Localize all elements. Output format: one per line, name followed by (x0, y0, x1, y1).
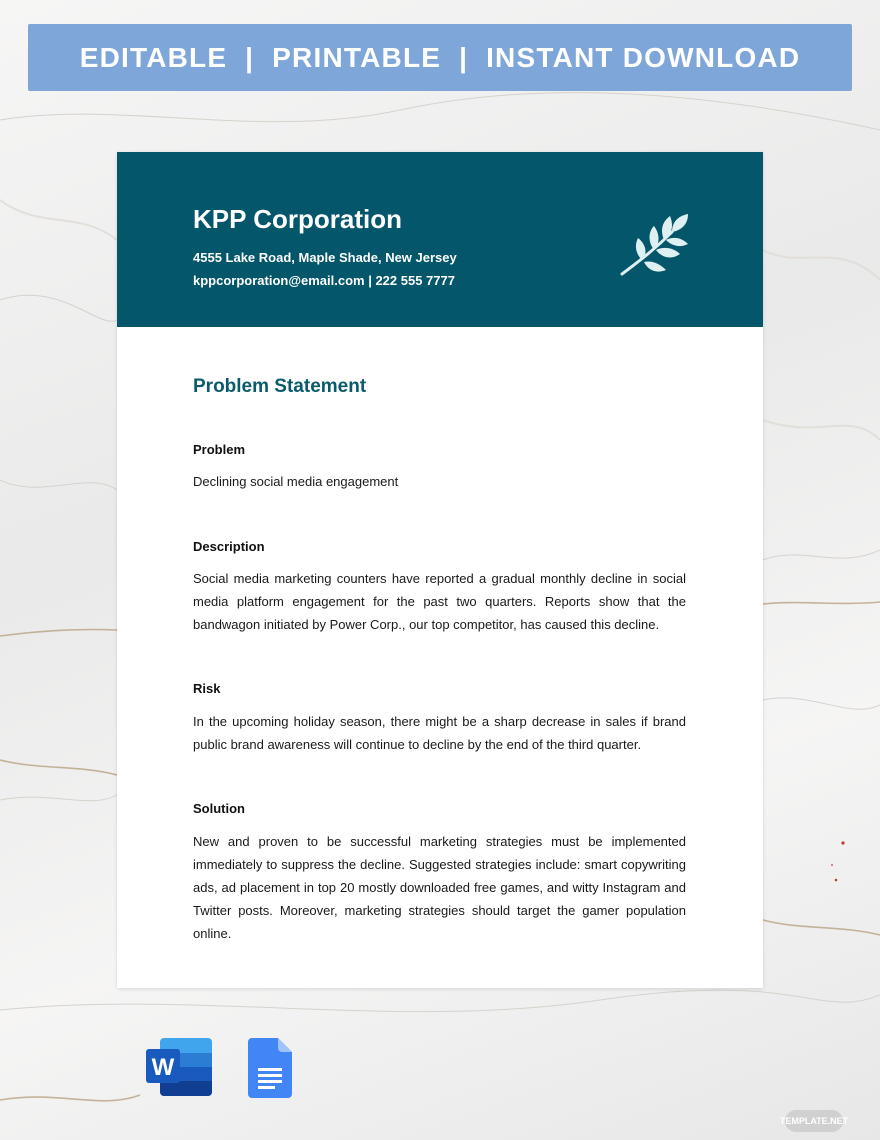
section-label-problem: Problem (193, 442, 246, 457)
letterhead (117, 152, 763, 327)
app-icons (146, 1038, 296, 1098)
section-body-description: Social media marketing counters have reported a gradual monthly decline in social media platform engagement for the past two quarters. Reports show that the bandwagon initiated by Power Corp., our top competitor, has caused this decline. (193, 571, 686, 632)
section-body-risk: In the upcoming holiday season, there might be a sharp decrease in sales if brand public brand awareness will continue to decline by the end of the third quarter. (193, 714, 686, 752)
section-label-description: Description (193, 539, 265, 554)
microsoft-word-icon[interactable] (146, 1038, 214, 1098)
company-address: 4555 Lake Road, Maple Shade, New Jersey (193, 250, 457, 265)
google-docs-icon[interactable] (248, 1038, 292, 1098)
document-page (117, 152, 763, 988)
svg-text:W: W (151, 1054, 175, 1081)
company-contact: kppcorporation@email.com | 222 555 7777 (193, 273, 455, 288)
company-name: KPP Corporation (193, 204, 402, 234)
document-title: Problem Statement (193, 376, 367, 397)
feature-banner (28, 24, 852, 91)
section-body-problem: Declining social media engagement (193, 474, 399, 489)
section-label-solution: Solution (193, 801, 245, 816)
watermark: TEMPLATE.NET (785, 1110, 843, 1132)
banner-text: EDITABLE | PRINTABLE | INSTANT DOWNLOAD (79, 41, 801, 73)
leaf-branch-icon (620, 214, 690, 276)
section-label-risk: Risk (193, 681, 221, 696)
section-body-solution: New and proven to be successful marketing strategies must be implemented immediately to suppress the decline. Suggested strategies include: smart copywriting ads, ad placement in top 20 mostly downloaded free games, and witty Instagram and Twitter posts. Moreover, marketing strategies should target the gamer population online. (193, 834, 686, 941)
